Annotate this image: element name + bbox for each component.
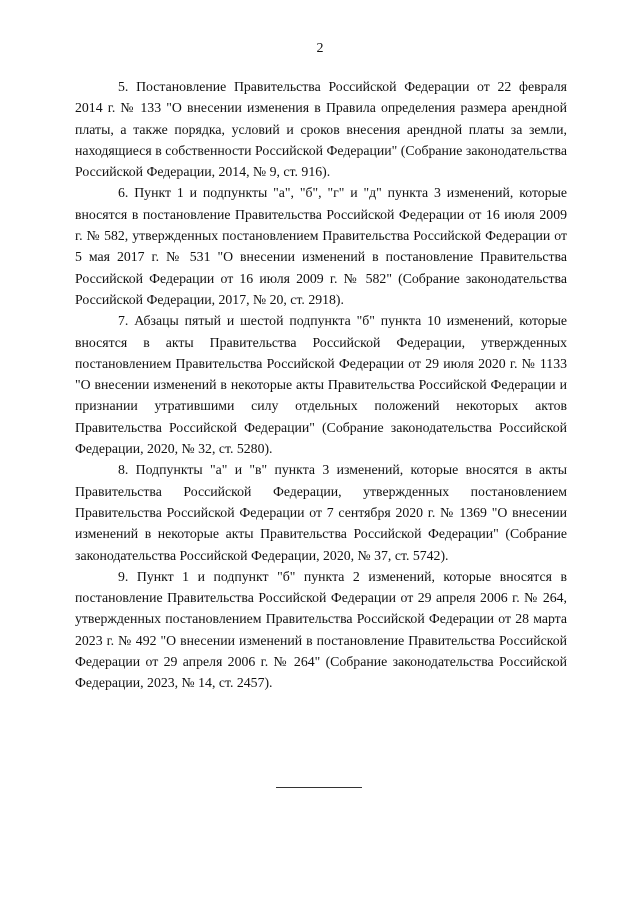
page-number: 2	[316, 41, 324, 56]
paragraph-6: 6. Пункт 1 и подпункты "а", "б", "г" и "д" пункта 3 изменений, которые вносятся в постановление Правительства Российской Федерации от 16 июля 2009 г. № 582, утвержденных постановлением Правительства Российской Федерации от 5 мая 2017 г. № 531 "О внесении изменений в постановление Правительства Российской Федерации от 16 июля 2009 г. № 582" (Собрание законодательства Российской Федерации, 2017, № 20, ст. 2918).	[75, 185, 567, 307]
end-divider-line	[276, 787, 362, 788]
document-body	[75, 76, 567, 694]
paragraph-9: 9. Пункт 1 и подпункт "б" пункта 2 изменений, которые вносятся в постановление Правительства Российской Федерации от 29 апреля 2006 г. № 264, утвержденных постановлением Правительства Российской Федерации от 28 марта 2023 г. № 492 "О внесении изменений в постановление Правительства Российской Федерации от 29 апреля 2006 г. № 264" (Собрание законодательства Российской Федерации, 2023, № 14, ст. 2457).	[75, 568, 567, 691]
paragraph-8: 8. Подпункты "а" и "в" пункта 3 изменений, которые вносятся в акты Правительства Российской Федерации, утвержденных постановлением Правительства Российской Федерации от 7 сентября 2020 г. № 1369 "О внесении изменений в некоторые акты Правительства Российской Федерации" (Собрание законодательства Российской Федерации, 2020, № 37, ст. 5742).	[75, 462, 567, 563]
paragraph-5: 5. Постановление Правительства Российской Федерации от 22 февраля 2014 г. № 133 "О внесении изменения в Правила определения размера арендной платы, а также порядка, условий и сроков внесения арендной платы за земли, находящиеся в собственности Российской Федерации" (Собрание законодательства Российской Федерации, 2014, № 9, ст. 916).	[75, 79, 567, 180]
paragraph-7: 7. Абзацы пятый и шестой подпункта "б" пункта 10 изменений, которые вносятся в акты Правительства Российской Федерации, утвержденных постановлением Правительства Российской Федерации от 29 июля 2020 г. № 1133 "О внесении изменений в некоторые акты Правительства Российской Федерации и признании утратившими силу отдельных положений некоторых актов Правительства Российской Федерации" (Собрание законодательства Российской Федерации, 2020, № 32, ст. 5280).	[75, 313, 567, 457]
